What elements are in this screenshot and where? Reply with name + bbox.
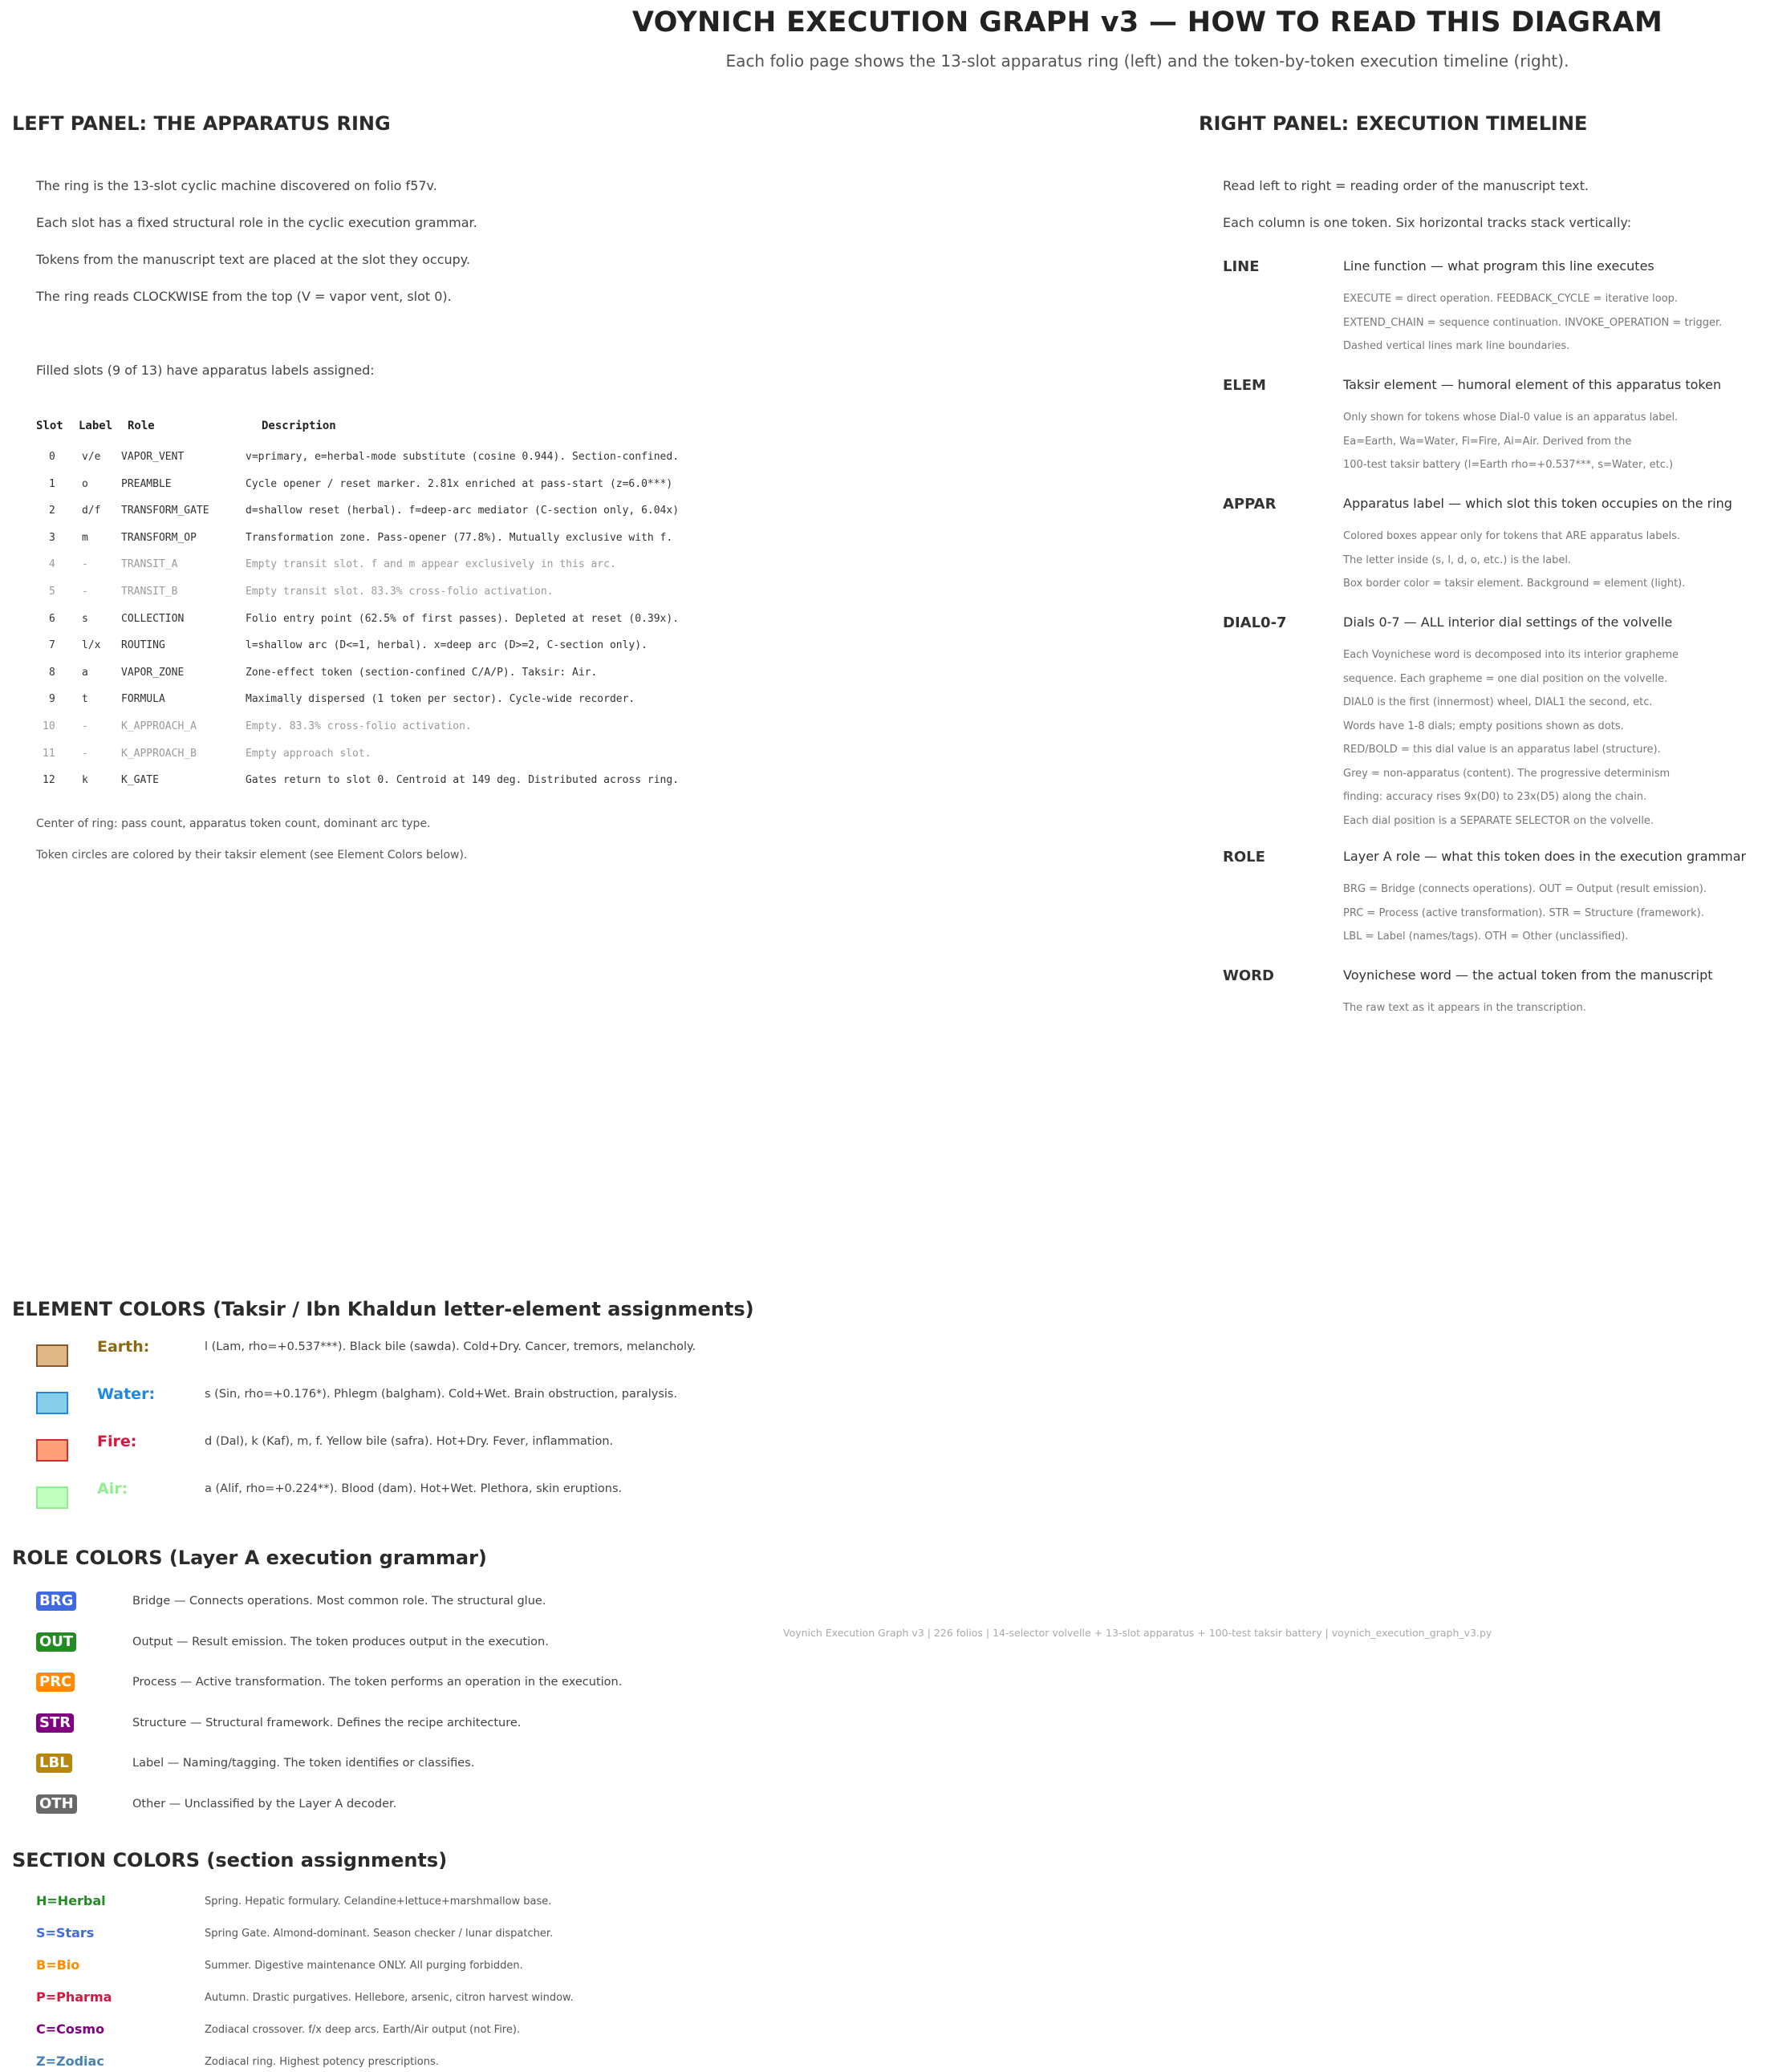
- track-title: Voynichese word — the actual token from the manuscript: [1343, 967, 1713, 983]
- slot-row: [36, 586, 758, 602]
- track-name-appar: APPAR: [1223, 496, 1277, 513]
- filled-slots-note: Filled slots (9 of 13) have apparatus labels assigned:: [36, 363, 375, 378]
- slot-number: 7: [49, 639, 55, 652]
- slot-label: -: [82, 558, 88, 571]
- track-description-line: The letter inside (s, l, d, o, etc.) is the label.: [1343, 553, 1572, 566]
- ring-center-note: Center of ring: pass count, apparatus token count, dominant arc type.: [36, 817, 431, 830]
- fire-swatch: [36, 1439, 68, 1462]
- slot-label: -: [82, 586, 88, 598]
- left-intro-line: Each slot has a fixed structural role in the cyclic execution grammar.: [36, 215, 477, 230]
- section-name: S=Stars: [36, 1925, 95, 1940]
- slot-description: Empty transit slot. 83.3% cross-folio activation.: [246, 586, 554, 598]
- track-description-line: Grey = non-apparatus (content). The progressive determinism: [1343, 767, 1671, 780]
- col-role-header: Role: [128, 420, 155, 432]
- col-slot-header: Slot: [36, 420, 63, 432]
- role-description: Output — Result emission. The token produces output in the execution.: [132, 1635, 549, 1648]
- page-title: VOYNICH EXECUTION GRAPH v3 — HOW TO READ THIS DIAGRAM: [631, 6, 1663, 39]
- track-title: Taksir element — humoral element of this apparatus token: [1343, 377, 1722, 392]
- track-name-word: WORD: [1223, 967, 1274, 984]
- element-name: Air:: [97, 1480, 128, 1498]
- left-intro-line: The ring reads CLOCKWISE from the top (V = vapor vent, slot 0).: [36, 289, 452, 304]
- role-description: Bridge — Connects operations. Most common role. The structural glue.: [132, 1595, 546, 1608]
- track-description-line: Ea=Earth, Wa=Water, Fi=Fire, Ai=Air. Derived from the: [1343, 435, 1632, 448]
- slot-role: TRANSFORM_GATE: [121, 505, 209, 517]
- slot-description: Transformation zone. Pass-opener (77.8%). Mutually exclusive with f.: [246, 531, 673, 544]
- slot-row: [36, 667, 758, 683]
- slot-label: l/x: [82, 639, 101, 652]
- right-intro-line: Each column is one token. Six horizontal tracks stack vertically:: [1223, 215, 1632, 230]
- element-name: Earth:: [97, 1338, 150, 1356]
- slot-role: K_APPROACH_B: [121, 747, 197, 760]
- slot-role: TRANSIT_A: [121, 558, 178, 571]
- element-colors-heading: ELEMENT COLORS (Taksir / Ibn Khaldun letter-element assignments): [12, 1298, 754, 1320]
- slot-label: a: [82, 666, 88, 679]
- section-description: Spring. Hepatic formulary. Celandine+lettuce+marshmallow base.: [205, 1896, 552, 1908]
- slot-role: TRANSFORM_OP: [121, 531, 197, 544]
- water-swatch: [36, 1392, 68, 1414]
- track-description-line: LBL = Label (names/tags). OTH = Other (unclassified).: [1343, 931, 1629, 943]
- section-name: B=Bio: [36, 1957, 80, 1973]
- role-badge-oth: OTH: [36, 1794, 77, 1814]
- slot-number: 4: [49, 558, 55, 571]
- slot-label: t: [82, 693, 88, 706]
- track-description-line: sequence. Each grapheme = one dial position on the volvelle.: [1343, 672, 1668, 685]
- role-badge-lbl: LBL: [36, 1754, 72, 1773]
- slot-number: 6: [49, 612, 55, 625]
- role-badge-brg: BRG: [36, 1592, 76, 1611]
- col-description-header: Description: [262, 420, 336, 432]
- section-colors-heading: SECTION COLORS (section assignments): [12, 1849, 448, 1871]
- slot-number: 10: [43, 720, 55, 732]
- slot-role: VAPOR_ZONE: [121, 666, 185, 679]
- slot-description: Gates return to slot 0. Centroid at 149 deg. Distributed across ring.: [246, 774, 680, 787]
- slot-description: Zone-effect token (section-confined C/A/P). Taksir: Air.: [246, 666, 598, 679]
- slot-label: v/e: [82, 451, 101, 463]
- slot-description: Maximally dispersed (1 token per sector). Cycle-wide recorder.: [246, 693, 635, 706]
- track-description-line: Only shown for tokens whose Dial-0 value is an apparatus label.: [1343, 412, 1679, 424]
- slot-row: [36, 693, 758, 709]
- slot-number: 9: [49, 693, 55, 706]
- slot-number: 3: [49, 531, 55, 544]
- track-description-line: The raw text as it appears in the transcription.: [1343, 1002, 1586, 1014]
- section-name: C=Cosmo: [36, 2021, 105, 2037]
- slot-role: K_GATE: [121, 774, 159, 787]
- slot-number: 8: [49, 666, 55, 679]
- track-title: Line function — what program this line executes: [1343, 258, 1654, 274]
- slot-label: o: [82, 477, 88, 490]
- slot-number: 1: [49, 477, 55, 490]
- slot-role: K_APPROACH_A: [121, 720, 197, 732]
- track-description-line: RED/BOLD = this dial value is an apparatus label (structure).: [1343, 744, 1661, 756]
- slot-role: PREAMBLE: [121, 477, 172, 490]
- slot-label: k: [82, 774, 88, 787]
- slot-label: s: [82, 612, 88, 625]
- section-name: Z=Zodiac: [36, 2054, 104, 2069]
- section-description: Zodiacal ring. Highest potency prescriptions.: [205, 2056, 439, 2068]
- track-description-line: Each Voynichese word is decomposed into its interior grapheme: [1343, 649, 1679, 661]
- slot-number: 11: [43, 747, 55, 760]
- role-description: Label — Naming/tagging. The token identifies or classifies.: [132, 1757, 475, 1770]
- slot-row: [36, 451, 758, 467]
- track-description-line: Words have 1-8 dials; empty positions shown as dots.: [1343, 720, 1624, 732]
- track-name-role: ROLE: [1223, 849, 1265, 866]
- section-description: Summer. Digestive maintenance ONLY. All purging forbidden.: [205, 1960, 523, 1972]
- slot-description: d=shallow reset (herbal). f=deep-arc mediator (C-section only, 6.04x): [246, 505, 680, 517]
- footer-caption: Voynich Execution Graph v3 | 226 folios | 14-selector volvelle + 13-slot apparatus + 100-test taksir battery | voynich_execution_graph_v3.py: [783, 1627, 1492, 1639]
- page-subtitle: Each folio page shows the 13-slot apparatus ring (left) and the token-by-token execution timeline (right).: [725, 51, 1569, 71]
- track-name-elem: ELEM: [1223, 377, 1266, 394]
- slot-description: v=primary, e=herbal-mode substitute (cosine 0.944). Section-confined.: [246, 451, 680, 463]
- role-colors-heading: ROLE COLORS (Layer A execution grammar): [12, 1547, 487, 1569]
- slot-row: [36, 774, 758, 790]
- slot-description: Cycle opener / reset marker. 2.81x enriched at pass-start (z=6.0***): [246, 477, 673, 490]
- slot-number: 5: [49, 586, 55, 598]
- right-panel-heading: RIGHT PANEL: EXECUTION TIMELINE: [1199, 112, 1588, 135]
- track-description-line: PRC = Process (active transformation). STR = Structure (framework).: [1343, 906, 1704, 919]
- slot-role: TRANSIT_B: [121, 586, 178, 598]
- track-description-line: Box border color = taksir element. Background = element (light).: [1343, 578, 1686, 590]
- slot-number: 2: [49, 505, 55, 517]
- element-name: Fire:: [97, 1433, 137, 1450]
- slot-row: [36, 720, 758, 736]
- role-badge-prc: PRC: [36, 1673, 75, 1692]
- track-description-line: Colored boxes appear only for tokens that ARE apparatus labels.: [1343, 530, 1680, 542]
- slot-description: l=shallow arc (D<=1, herbal). x=deep arc (D>=2, C-section only).: [246, 639, 648, 652]
- slot-description: Empty transit slot. f and m appear exclusively in this arc.: [246, 558, 616, 571]
- slot-row: [36, 748, 758, 764]
- track-description-line: EXTEND_CHAIN = sequence continuation. INVOKE_OPERATION = trigger.: [1343, 316, 1723, 329]
- slot-number: 0: [49, 451, 55, 463]
- slot-role: FORMULA: [121, 693, 165, 706]
- element-description: l (Lam, rho=+0.537***). Black bile (sawda). Cold+Dry. Cancer, tremors, melancholy.: [205, 1340, 696, 1353]
- track-title: Dials 0-7 — ALL interior dial settings of the volvelle: [1343, 614, 1673, 630]
- element-name: Water:: [97, 1385, 156, 1403]
- right-intro-line: Read left to right = reading order of the manuscript text.: [1223, 178, 1589, 193]
- slot-label: d/f: [82, 505, 101, 517]
- earth-swatch: [36, 1344, 68, 1367]
- slot-description: Empty approach slot.: [246, 747, 371, 760]
- slot-description: Empty. 83.3% cross-folio activation.: [246, 720, 472, 732]
- slot-row: [36, 558, 758, 574]
- track-title: Apparatus label — which slot this token occupies on the ring: [1343, 496, 1732, 511]
- role-description: Structure — Structural framework. Defines the recipe architecture.: [132, 1716, 522, 1729]
- slot-role: ROUTING: [121, 639, 165, 652]
- element-description: d (Dal), k (Kaf), m, f. Yellow bile (safra). Hot+Dry. Fever, inflammation.: [205, 1435, 614, 1448]
- track-description-line: BRG = Bridge (connects operations). OUT = Output (result emission).: [1343, 883, 1707, 895]
- air-swatch: [36, 1486, 68, 1509]
- col-label-header: Label: [79, 420, 113, 432]
- section-description: Zodiacal crossover. f/x deep arcs. Earth/Air output (not Fire).: [205, 2024, 521, 2036]
- slot-row: [36, 478, 758, 494]
- slot-role: VAPOR_VENT: [121, 451, 185, 463]
- track-description-line: finding: accuracy rises 9x(D0) to 23x(D5) along the chain.: [1343, 791, 1647, 803]
- slot-row: [36, 505, 758, 521]
- role-badge-str: STR: [36, 1713, 74, 1733]
- section-description: Autumn. Drastic purgatives. Hellebore, arsenic, citron harvest window.: [205, 1992, 574, 2004]
- role-description: Process — Active transformation. The token performs an operation in the execution.: [132, 1676, 623, 1689]
- slot-label: m: [82, 531, 88, 544]
- slot-table-header: [36, 420, 373, 436]
- role-badge-out: OUT: [36, 1632, 76, 1652]
- slot-label: -: [82, 720, 88, 732]
- ring-color-note: Token circles are colored by their taksir element (see Element Colors below).: [36, 849, 468, 862]
- slot-row: [36, 613, 758, 629]
- track-description-line: DIAL0 is the first (innermost) wheel, DIAL1 the second, etc.: [1343, 696, 1653, 708]
- left-intro-line: Tokens from the manuscript text are placed at the slot they occupy.: [36, 252, 471, 267]
- track-name-line: LINE: [1223, 258, 1260, 275]
- element-description: a (Alif, rho=+0.224**). Blood (dam). Hot+Wet. Plethora, skin eruptions.: [205, 1482, 623, 1495]
- slot-label: -: [82, 747, 88, 760]
- left-panel-heading: LEFT PANEL: THE APPARATUS RING: [12, 112, 391, 135]
- slot-number: 12: [43, 774, 55, 787]
- section-description: Spring Gate. Almond-dominant. Season checker / lunar dispatcher.: [205, 1928, 554, 1940]
- track-description-line: 100-test taksir battery (l=Earth rho=+0.537***, s=Water, etc.): [1343, 459, 1674, 471]
- element-description: s (Sin, rho=+0.176*). Phlegm (balgham). Cold+Wet. Brain obstruction, paralysis.: [205, 1388, 678, 1401]
- slot-role: COLLECTION: [121, 612, 185, 625]
- track-description-line: Dashed vertical lines mark line boundaries.: [1343, 340, 1570, 352]
- track-title: Layer A role — what this token does in the execution grammar: [1343, 849, 1747, 864]
- left-intro-line: The ring is the 13-slot cyclic machine discovered on folio f57v.: [36, 178, 437, 193]
- slot-row: [36, 639, 758, 655]
- track-description-line: Each dial position is a SEPARATE SELECTOR on the volvelle.: [1343, 814, 1654, 827]
- track-description-line: EXECUTE = direct operation. FEEDBACK_CYCLE = iterative loop.: [1343, 293, 1679, 305]
- section-name: P=Pharma: [36, 1989, 112, 2005]
- role-description: Other — Unclassified by the Layer A decoder.: [132, 1797, 397, 1810]
- slot-row: [36, 532, 758, 548]
- section-name: H=Herbal: [36, 1893, 106, 1908]
- slot-description: Folio entry point (62.5% of first passes). Depleted at reset (0.39x).: [246, 612, 680, 625]
- track-name-dial0-7: DIAL0-7: [1223, 614, 1287, 631]
